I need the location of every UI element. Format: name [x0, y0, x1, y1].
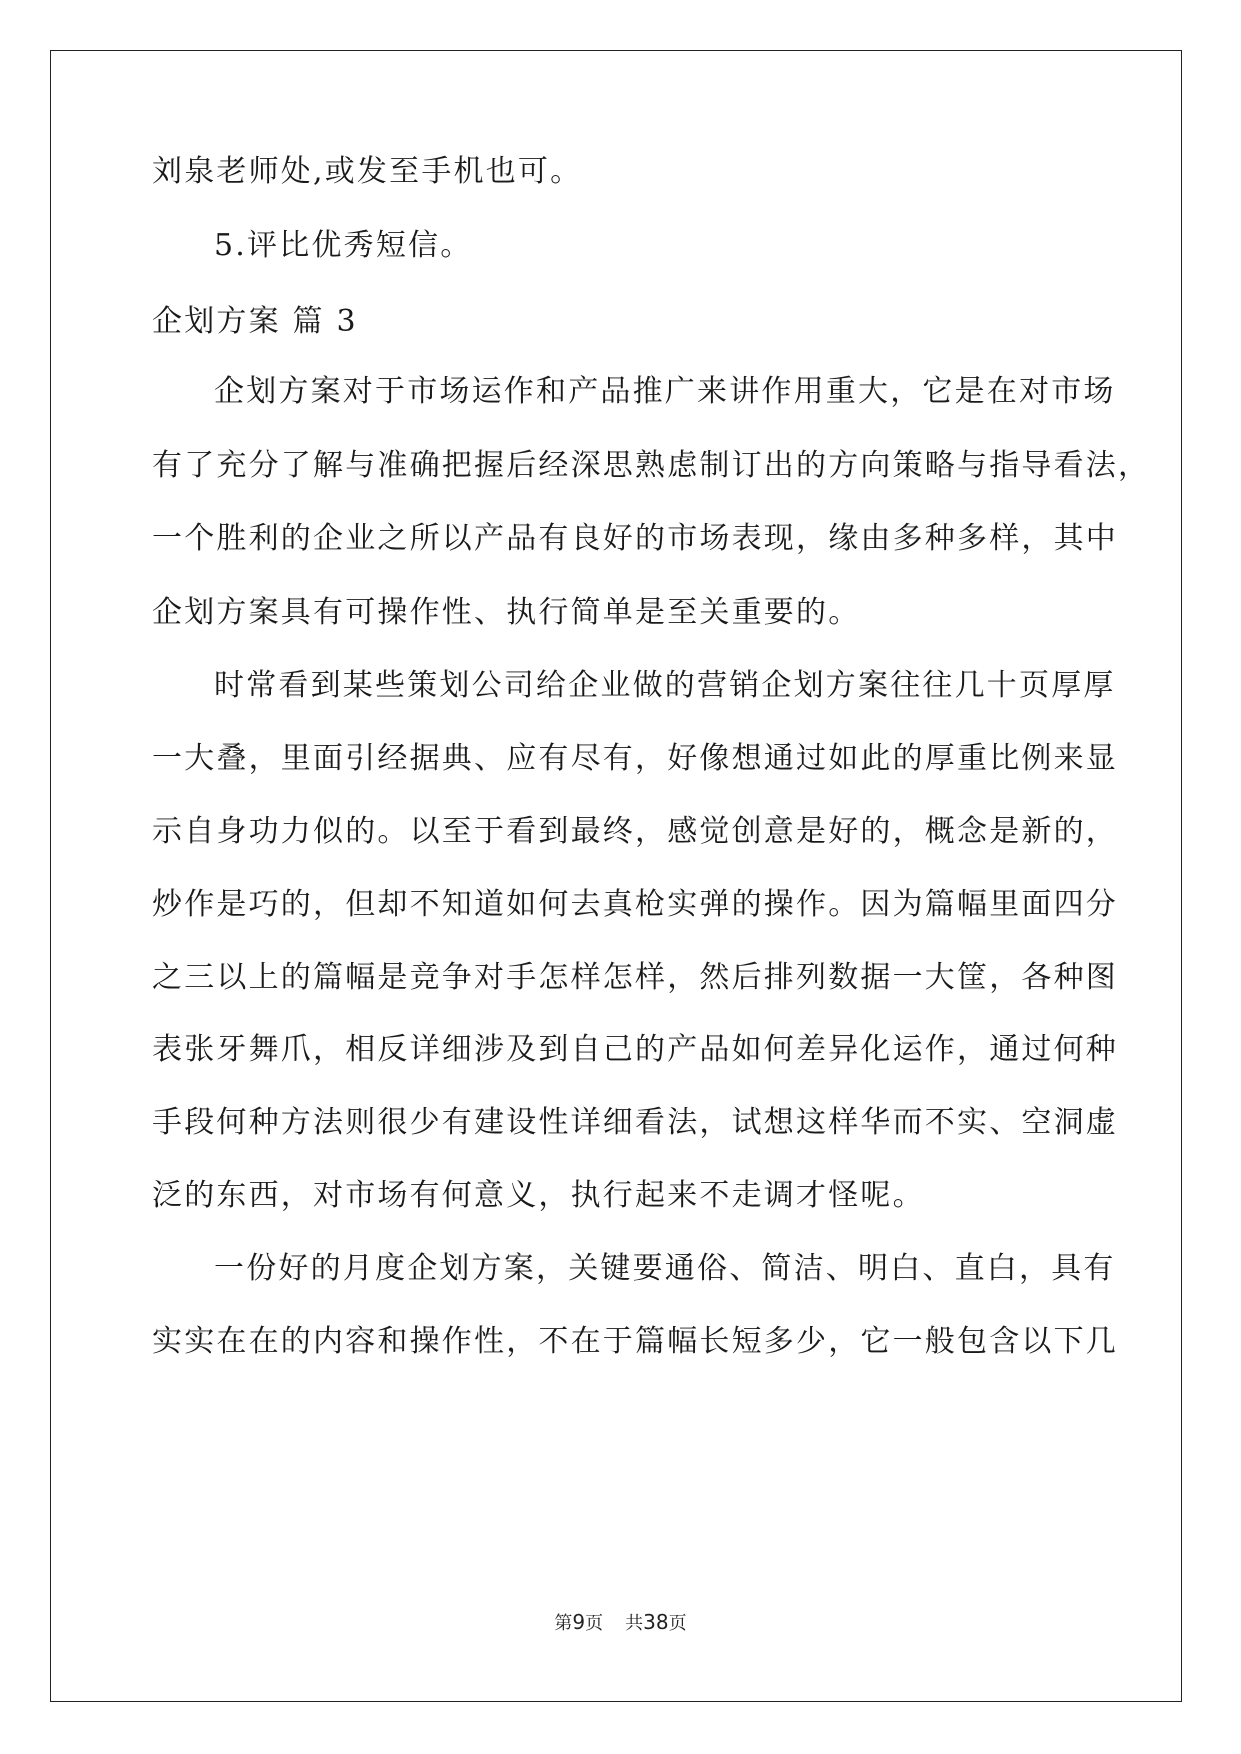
text-line: 时常看到某些策划公司给企业做的营销企划方案往往几十页厚厚 — [214, 668, 1116, 703]
text-line: 实实在在的内容和操作性，不在于篇幅长短多少，它一般包含以下几 — [152, 1324, 1118, 1359]
text-line: 一份好的月度企划方案，关键要通俗、简洁、明白、直白，具有 — [214, 1251, 1116, 1286]
text-line: 之三以上的篇幅是竞争对手怎样怎样，然后排列数据一大筐，各种图 — [152, 960, 1118, 995]
text-line: 手段何种方法则很少有建设性详细看法，试想这样华而不实、空洞虚 — [152, 1105, 1118, 1140]
text-line: 一个胜利的企业之所以产品有良好的市场表现，缘由多种多样，其中 — [152, 521, 1118, 556]
text-line: 刘泉老师处,或发至手机也可。 — [152, 154, 583, 189]
text-line: 表张牙舞爪，相反详细涉及到自己的产品如何差异化运作，通过何种 — [152, 1032, 1118, 1067]
page-footer — [0, 1610, 1241, 1636]
page-border — [50, 50, 1182, 1702]
text-line: 一大叠，里面引经据典、应有尽有，好像想通过如此的厚重比例来显 — [152, 741, 1118, 776]
page-suffix: 页 — [585, 1613, 604, 1634]
text-line: 示自身功力似的。以至于看到最终，感觉创意是好的，概念是新的， — [152, 814, 1118, 849]
text-line: 有了充分了解与准确把握后经深思熟虑制订出的方向策略与指导看法， — [152, 448, 1151, 483]
page-number: 9 — [572, 1610, 586, 1634]
total-pages: 38 — [643, 1610, 669, 1634]
text-line: 企划方案对于市场运作和产品推广来讲作用重大，它是在对市场 — [214, 374, 1116, 409]
section-heading: 企划方案 篇 3 — [152, 304, 358, 339]
text-line: 炒作是巧的，但却不知道如何去真枪实弹的操作。因为篇幅里面四分 — [152, 887, 1118, 922]
page-prefix: 第 — [554, 1613, 573, 1634]
list-item: 5.评比优秀短信。 — [214, 228, 473, 263]
total-suffix: 页 — [668, 1613, 687, 1634]
text-line: 企划方案具有可操作性、执行简单是至关重要的。 — [152, 595, 861, 630]
total-prefix: 共 — [625, 1613, 644, 1634]
text-line: 泛的东西，对市场有何意义，执行起来不走调才怪呢。 — [152, 1178, 925, 1213]
